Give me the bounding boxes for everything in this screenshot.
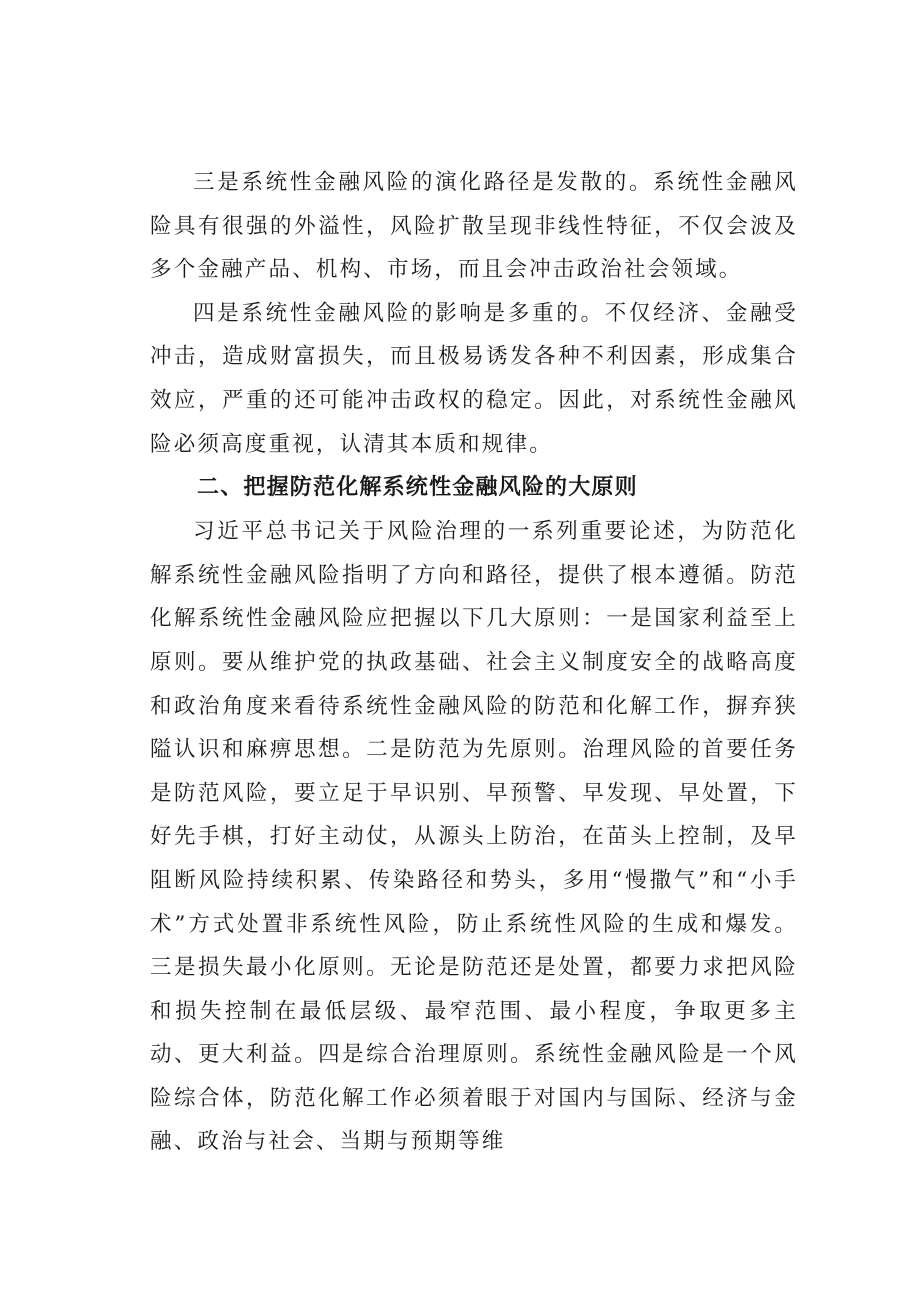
paragraph-principles-body: 习近平总书记关于风险治理的一系列重要论述，为防范化解系统性金融风险指明了方向和路径，提供了根本遵循。防范化解系统性金融风险应把握以下几大原则：一是国家利益至上原则。要从维护党的执政基础、社会主义制度安全的战略高度和政治角度来看待系统性金融风险的防范和化解工作，摒弃狭隘认识和麻痹思想。二是防范为先原则。治理风险的首要任务是防范风险，要立足于早识别、早预警、早发现、早处置，下好先手棋，打好主动仗，从源头上防治，在苗头上控制，及早阻断风险持续积累、传染路径和势头，多用“慢撒气”和“小手术”方式处置非系统性风险，防止系统性风险的生成和爆发。三是损失最小化原则。无论是防范还是处置，都要力求把风险和损失控制在最低层级、最窄范围、最小程度，争取更多主动、更大利益。四是综合治理原则。系统性金融风险是一个风险综合体，防范化解工作必须着眼于对国内与国际、经济与金融、政治与社会、当期与预期等维 [150, 519, 798, 1155]
section-heading-principles: 二、把握防范化解系统性金融风险的大原则 [197, 475, 638, 501]
paragraph-systemic-risk-diffusion: 三是系统性金融风险的演化路径是发散的。系统性金融风险具有很强的外溢性，风险扩散呈现非线性特征，不仅会波及多个金融产品、机构、市场，而且会冲击政治社会领域。 [150, 170, 798, 283]
document-body [150, 161, 798, 1164]
paragraph-systemic-risk-impact: 四是系统性金融风险的影响是多重的。不仅经济、金融受冲击，造成财富损失，而且极易诱发各种不利因素，形成集合效应，严重的还可能冲击政权的稳定。因此，对系统性金融风险必须高度重视，认清其本质和规律。 [150, 300, 798, 457]
